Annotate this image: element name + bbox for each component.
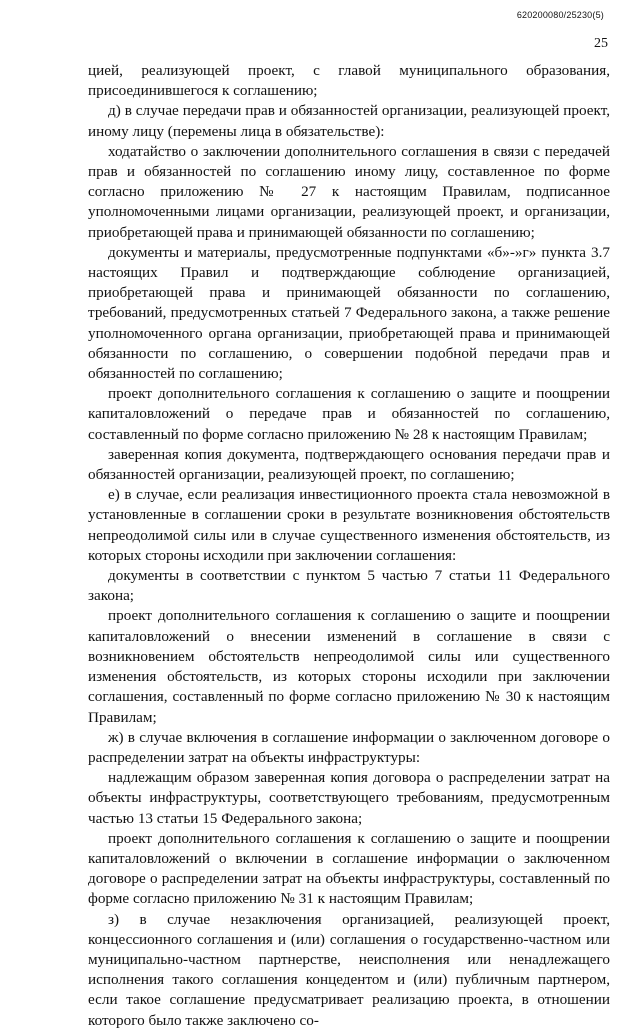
paragraph: проект дополнительного соглашения к соглашению о защите и поощрении капиталовложений о внесении изменений в соглашение в связи с возникновением обстоятельств непреодолимой силы или существенного изменения обстоятельств, из которых стороны исходили при заключении соглашения, составленный по форме согласно приложению № 30 к настоящим Правилам; — [88, 607, 610, 726]
paragraph: документы в соответствии с пунктом 5 частью 7 статьи 11 Федерального закона; — [88, 567, 610, 605]
paragraph: ж) в случае включения в соглашение информации о заключенном договоре о распределении затрат на объекты инфраструктуры: — [88, 728, 610, 766]
paragraph: е) в случае, если реализация инвестиционного проекта стала невозможной в установленные в соглашении сроки в результате возникновения обстоятельств непреодолимой силы или в случае существенного изменения обстоятельств, из которых стороны исходили при заключении соглашения: — [88, 486, 610, 564]
paragraph: заверенная копия документа, подтверждающего основания передачи прав и обязанностей организации, реализующей проект, по соглашению; — [88, 445, 610, 484]
document-body — [88, 61, 610, 1031]
paragraph: цией, реализующей проект, с главой муниципального образования, присоединившегося к соглашению; — [88, 62, 610, 100]
page-number: 25 — [594, 36, 608, 51]
paragraph: надлежащим образом заверенная копия договора о распределении затрат на объекты инфраструктуры, соответствующего требованиям, предусмотренным частью 13 статьи 15 Федерального закона; — [88, 769, 610, 827]
document-code: 620200080/25230(5) — [516, 10, 604, 20]
paragraph: документы и материалы, предусмотренные подпунктами «б»-»г» пункта 3.7 настоящих Правил и подтверждающие соблюдение организацией, приобретающей права и принимающей обязанности по соглашению, требований, предусмотренных статьей 7 Федерального закона, а также решение уполномоченного органа организации, приобретающей права и принимающей обязанности по соглашению, о совершении подобной передачи прав и обязанностей по соглашению; — [88, 243, 610, 383]
paragraph: д) в случае передачи прав и обязанностей организации, реализующей проект, иному лицу (перемены лица в обязательстве): — [88, 102, 610, 140]
paragraph: з) в случае незаключения организацией, реализующей проект, концессионного соглашения и (или) соглашения о государственно-частном или муниципально-частном партнерстве, неисполнения или ненадлежащего исполнения такого соглашения концедентом и (или) публичным партнером, если такое соглашение предусматривает реализацию проекта, в отношении которого было также заключено со- — [88, 910, 610, 1029]
paragraph: проект дополнительного соглашения к соглашению о защите и поощрении капиталовложений о включении в соглашение информации о заключенном договоре о распределении затрат на объекты инфраструктуры, составленный по форме согласно приложению № 31 к настоящим Правилам; — [88, 829, 610, 908]
paragraph: ходатайство о заключении дополнительного соглашения в связи с передачей прав и обязанностей по соглашению иному лицу, составленное по форме согласно приложению № 27 к настоящим Правилам, подписанное уполномоченными лицами организации, реализующей проект, и организации, приобретающей права и принимающей обязанности по соглашению; — [88, 142, 610, 241]
paragraph: проект дополнительного соглашения к соглашению о защите и поощрении капиталовложений о передаче прав и обязанностей по соглашению, составленный по форме согласно приложению № 28 к настоящим Правилам; — [88, 385, 610, 443]
